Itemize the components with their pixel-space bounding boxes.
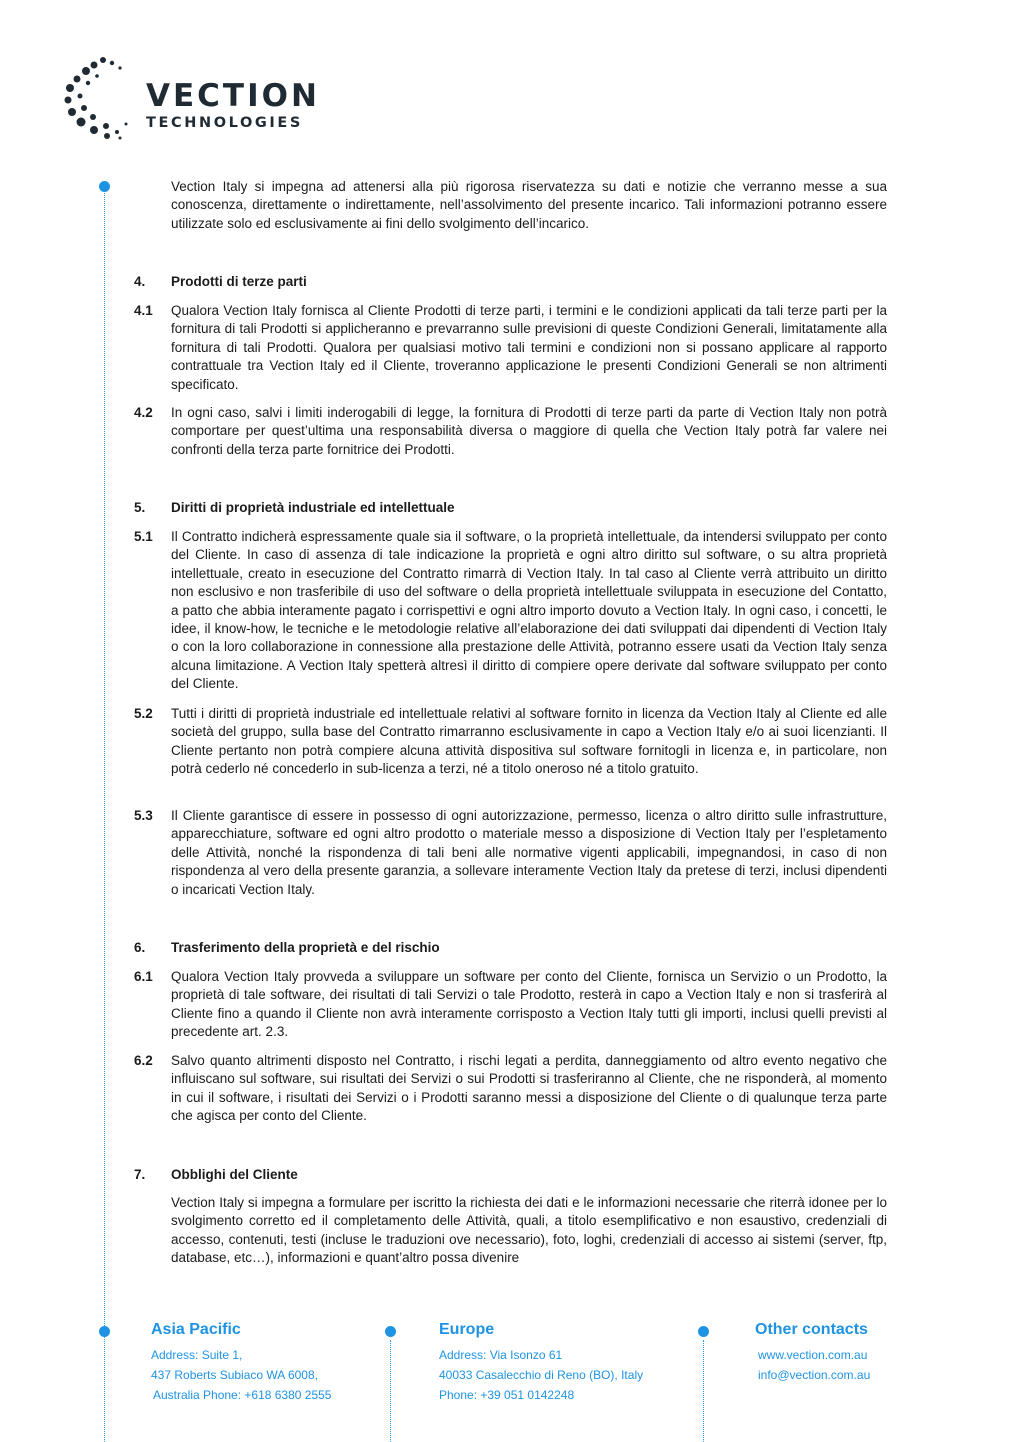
footer-europe-line: Phone: +39 051 0142248 bbox=[439, 1388, 575, 1402]
clause-5-2-text: Tutti i diritti di proprietà industriale ed intellettuale relativi al software fornito in licenza da Vection Italy al Cliente ed alle società del gruppo, sulla base del Contratto rimarranno esclusivamente in capo a Vection Italy e/o ai suoi licenzianti. Il Cliente pertanto non potrà compiere alcuna attività dispositiva sul software fornitogli in licenza e, in particolare, non potrà cederlo né concederlo in sub-licenza a terzi, né a titolo oneroso né a titolo gratuito. bbox=[171, 706, 887, 777]
section-7-number: 7. bbox=[134, 1167, 146, 1182]
clause-5-1-number: 5.1 bbox=[134, 529, 153, 544]
footer-europe-line: Address: Via Isonzo 61 bbox=[439, 1348, 563, 1362]
timeline-line bbox=[104, 186, 105, 1442]
clause-5-3-text: Il Cliente garantisce di essere in possesso di ogni autorizzazione, permesso, licenza o altro diritto sulle infrastrutture, apparecchiature, software ed ogni altro prodotto o materiale messo a disposizione di Vection Italy per l’espletamento delle Attività, nonché la rispondenza di tali beni alle normative vigenti applicabili, impegnandosi, in caso di non rispondenza al vero della presente garanzia, a sollevare interamente Vection Italy da pretese di terzi, inclusi dipendenti o incaricati Vection Italy. bbox=[171, 808, 887, 897]
section-7-title: Obblighi del Cliente bbox=[171, 1167, 298, 1182]
clause-6-2-number: 6.2 bbox=[134, 1053, 153, 1068]
footer-divider-europe bbox=[390, 1340, 391, 1442]
section-6-number: 6. bbox=[134, 940, 146, 955]
clause-4-2-text: In ogni caso, salvi i limiti inderogabili di legge, la fornitura di Prodotti di terze parti da parte di Vection Italy non potrà comportare per quest’ultima una responsabilità diversa o maggiore di quella che Vection Italy potrà far valere nei confronti della terza parte fornitrice dei Prodotti. bbox=[171, 405, 887, 457]
timeline-dot-top bbox=[99, 181, 110, 192]
section-5-title: Diritti di proprietà industriale ed intellettuale bbox=[171, 500, 455, 515]
section-5-number: 5. bbox=[134, 500, 146, 515]
clause-4-1-text: Qualora Vection Italy fornisca al Cliente Prodotti di terze parti, i termini e le condizioni applicati da tali terze parti per la fornitura di tali Prodotti si applicheranno e prevarranno sulle previsioni di queste Condizioni Generali, limitatamente alla fornitura di tali Prodotti. Qualora per qualsiasi motivo tali termini e condizioni non si possano applicare al rapporto contrattuale tra Vection Italy ed il Cliente, troveranno applicazione le presenti Condizioni Generali se non altrimenti specificato. bbox=[171, 303, 887, 392]
footer-email-link[interactable]: info@vection.com.au bbox=[758, 1368, 871, 1382]
intro-paragraph: Vection Italy si impegna ad attenersi alla più rigorosa riservatezza su dati e notizie che verranno messe a sua conoscenza, direttamente o indirettamente, nell’assolvimento del presente incarico. Tali informazioni potranno essere utilizzate solo ed esclusivamente ai fini dello svolgimento dell’incarico. bbox=[171, 179, 887, 231]
section-7-text: Vection Italy si impegna a formulare per iscritto la richiesta dei dati e le informazioni necessarie che riterrà idonee per lo svolgimento corretto ed il completamento delle Attività, quali, a titolo esemplificativo e non esaustivo, credenziali di accesso, contenuti, testi (incluse le traduzioni ove necessario), foto, loghi, credenziali di accesso ai sistemi (server, ftp, database, etc…), informazioni e quant’altro possa divenire bbox=[171, 1195, 887, 1266]
footer-other-contacts bbox=[755, 1320, 870, 1385]
footer-dot-europe bbox=[385, 1326, 396, 1337]
footer-website-link[interactable]: www.vection.com.au bbox=[758, 1348, 868, 1362]
section-6-title: Trasferimento della proprietà e del rischio bbox=[171, 940, 440, 955]
footer-europe-line: 40033 Casalecchio di Reno (BO), Italy bbox=[439, 1368, 644, 1382]
brand-subtitle: TECHNOLOGIES bbox=[146, 115, 303, 131]
clause-4-1-number: 4.1 bbox=[134, 303, 153, 318]
company-logo bbox=[60, 52, 320, 142]
clause-4-2-number: 4.2 bbox=[134, 405, 153, 420]
footer-asia-line: Address: Suite 1, bbox=[151, 1348, 243, 1362]
logo-dots-icon bbox=[60, 52, 150, 142]
clause-5-2-number: 5.2 bbox=[134, 706, 153, 721]
footer-europe-title: Europe bbox=[439, 1321, 495, 1338]
footer-asia-pacific bbox=[151, 1320, 331, 1405]
footer-asia-line: Australia Phone: +618 6380 2555 bbox=[153, 1388, 332, 1402]
footer-divider-other bbox=[703, 1340, 704, 1442]
brand-name: VECTION bbox=[146, 78, 320, 114]
logo-wordmark bbox=[146, 80, 320, 132]
clause-5-3-number: 5.3 bbox=[134, 808, 153, 823]
footer-europe bbox=[439, 1320, 643, 1405]
clause-6-1-text: Qualora Vection Italy provveda a sviluppare un software per conto del Cliente, fornisca un Servizio o un Prodotto, la proprietà di tale software, dei risultati di tali Servizi o tale Prodotto, resterà in capo a Vection Italy e non si trasferirà al Cliente fino a quando il Cliente non avrà interamente corrisposto a Vection Italy tutti gli importi, inclusi quelli previsti al precedente art. 2.3. bbox=[171, 969, 887, 1040]
footer-asia-title: Asia Pacific bbox=[151, 1321, 241, 1338]
footer-other-title: Other contacts bbox=[755, 1321, 868, 1338]
footer-dot-other bbox=[698, 1326, 709, 1337]
footer-dot-asia bbox=[99, 1326, 110, 1337]
footer-asia-line: 437 Roberts Subiaco WA 6008, bbox=[151, 1368, 318, 1382]
clause-5-1-text: Il Contratto indicherà espressamente quale sia il software, o la proprietà intellettuale, da intendersi sviluppato per conto del Cliente. In caso di assenza di tale indicazione la proprietà e ogni altro diritto sul software, o su altra proprietà intellettuale, creato in esecuzione del Contratto rimarrà di Vection Italy. In tal caso al Cliente verrà attribuito un diritto non esclusivo e non trasferibile di uso del software o della proprietà intellettuale sviluppata in esecuzione del Contatto, a patto che abbia interamente pagato i corrispettivi e ogni altro importo dovuto a Vection Italy. In ogni caso, i concetti, le idee, il know-how, le tecniche e le metodologie relative all’elaborazione dei dati sviluppati dai dipendenti di Vection Italy o con la loro collaborazione in connessione alla prestazione delle Attività, potranno essere usati da Vection Italy senza alcuna limitazione. A Vection Italy spetterà altresì il diritto di compiere opere derivate dal software sviluppato per conto del Cliente. bbox=[171, 529, 887, 692]
section-4-title: Prodotti di terze parti bbox=[171, 274, 307, 289]
clause-6-1-number: 6.1 bbox=[134, 969, 153, 984]
section-4-number: 4. bbox=[134, 274, 146, 289]
clause-6-2-text: Salvo quanto altrimenti disposto nel Contratto, i rischi legati a perdita, danneggiamento od altro evento negativo che influiscano sul software, sui risultati dei Servizi o sui Prodotti si trasferiranno al Cliente, che ne risponderà, al momento in cui il software, i risultati dei Servizi o i Prodotti saranno messi a disposizione del Cliente o di qualunque terza parte che agisca per conto del Cliente. bbox=[171, 1053, 887, 1124]
